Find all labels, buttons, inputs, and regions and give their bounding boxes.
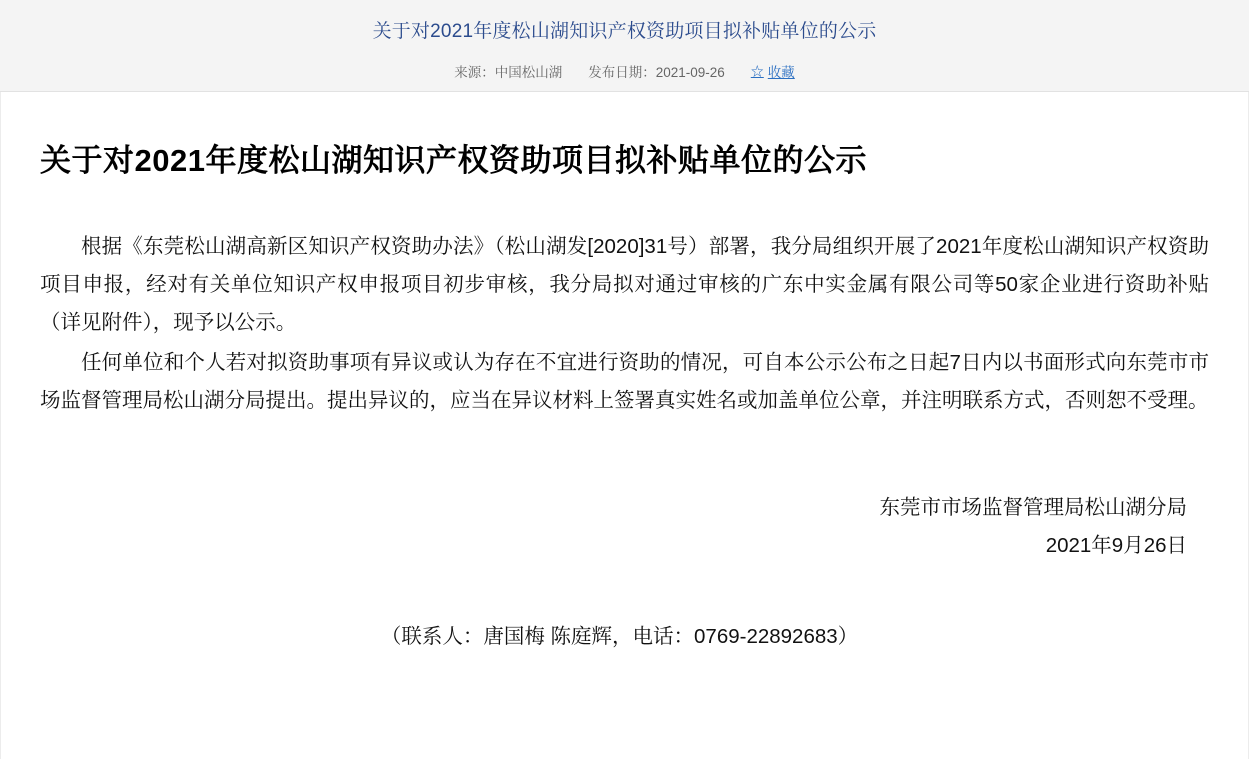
contact-line: （联系人：唐国梅 陈庭辉，电话：0769-22892683） <box>380 625 859 649</box>
star-icon: ☆ <box>750 63 764 79</box>
publish-date-meta <box>588 61 725 81</box>
page-title: 关于对2021年度松山湖知识产权资助项目拟补贴单位的公示 <box>40 143 867 178</box>
publish-date-value: 2021-09-26 <box>655 65 725 80</box>
source-meta <box>454 61 562 81</box>
paragraph-1: 根据《东莞松山湖高新区知识产权资助办法》（松山湖发[2020]31号）部署，我分局组织开展了2021年度松山湖知识产权资助项目申报，经对有关单位知识产权申报项目初步审核，我分局拟对通过审核的广东中实金属有限公司等50家企业进行资助补贴（详见附件），现予以公示。 <box>40 234 1209 334</box>
document-content <box>40 228 1209 420</box>
signature-block <box>40 489 1209 565</box>
paragraph-2: 任何单位和个人若对拟资助事项有异议或认为存在不宜进行资助的情况，可自本公示公布之日起7日内以书面形式向东莞市市场监督管理局松山湖分局提出。提出异议的，应当在异议材料上签署真实姓名或加盖单位公章，并注明联系方式，否则恕不受理。 <box>40 350 1209 412</box>
signature-date: 2021年9月26日 <box>1045 534 1187 558</box>
publish-date-label: 发布日期： <box>588 65 656 80</box>
source-value: 中国松山湖 <box>494 65 563 80</box>
signature-organization: 东莞市市场监督管理局松山湖分局 <box>879 496 1187 520</box>
header-meta-bar <box>0 61 1249 81</box>
header-title: 关于对2021年度松山湖知识产权资助项目拟补贴单位的公示 <box>372 21 877 42</box>
source-label: 来源： <box>454 65 495 80</box>
article-body <box>0 140 1249 649</box>
favorite-label: 收藏 <box>767 65 795 80</box>
page-header <box>0 0 1249 92</box>
favorite-button[interactable] <box>751 61 795 81</box>
